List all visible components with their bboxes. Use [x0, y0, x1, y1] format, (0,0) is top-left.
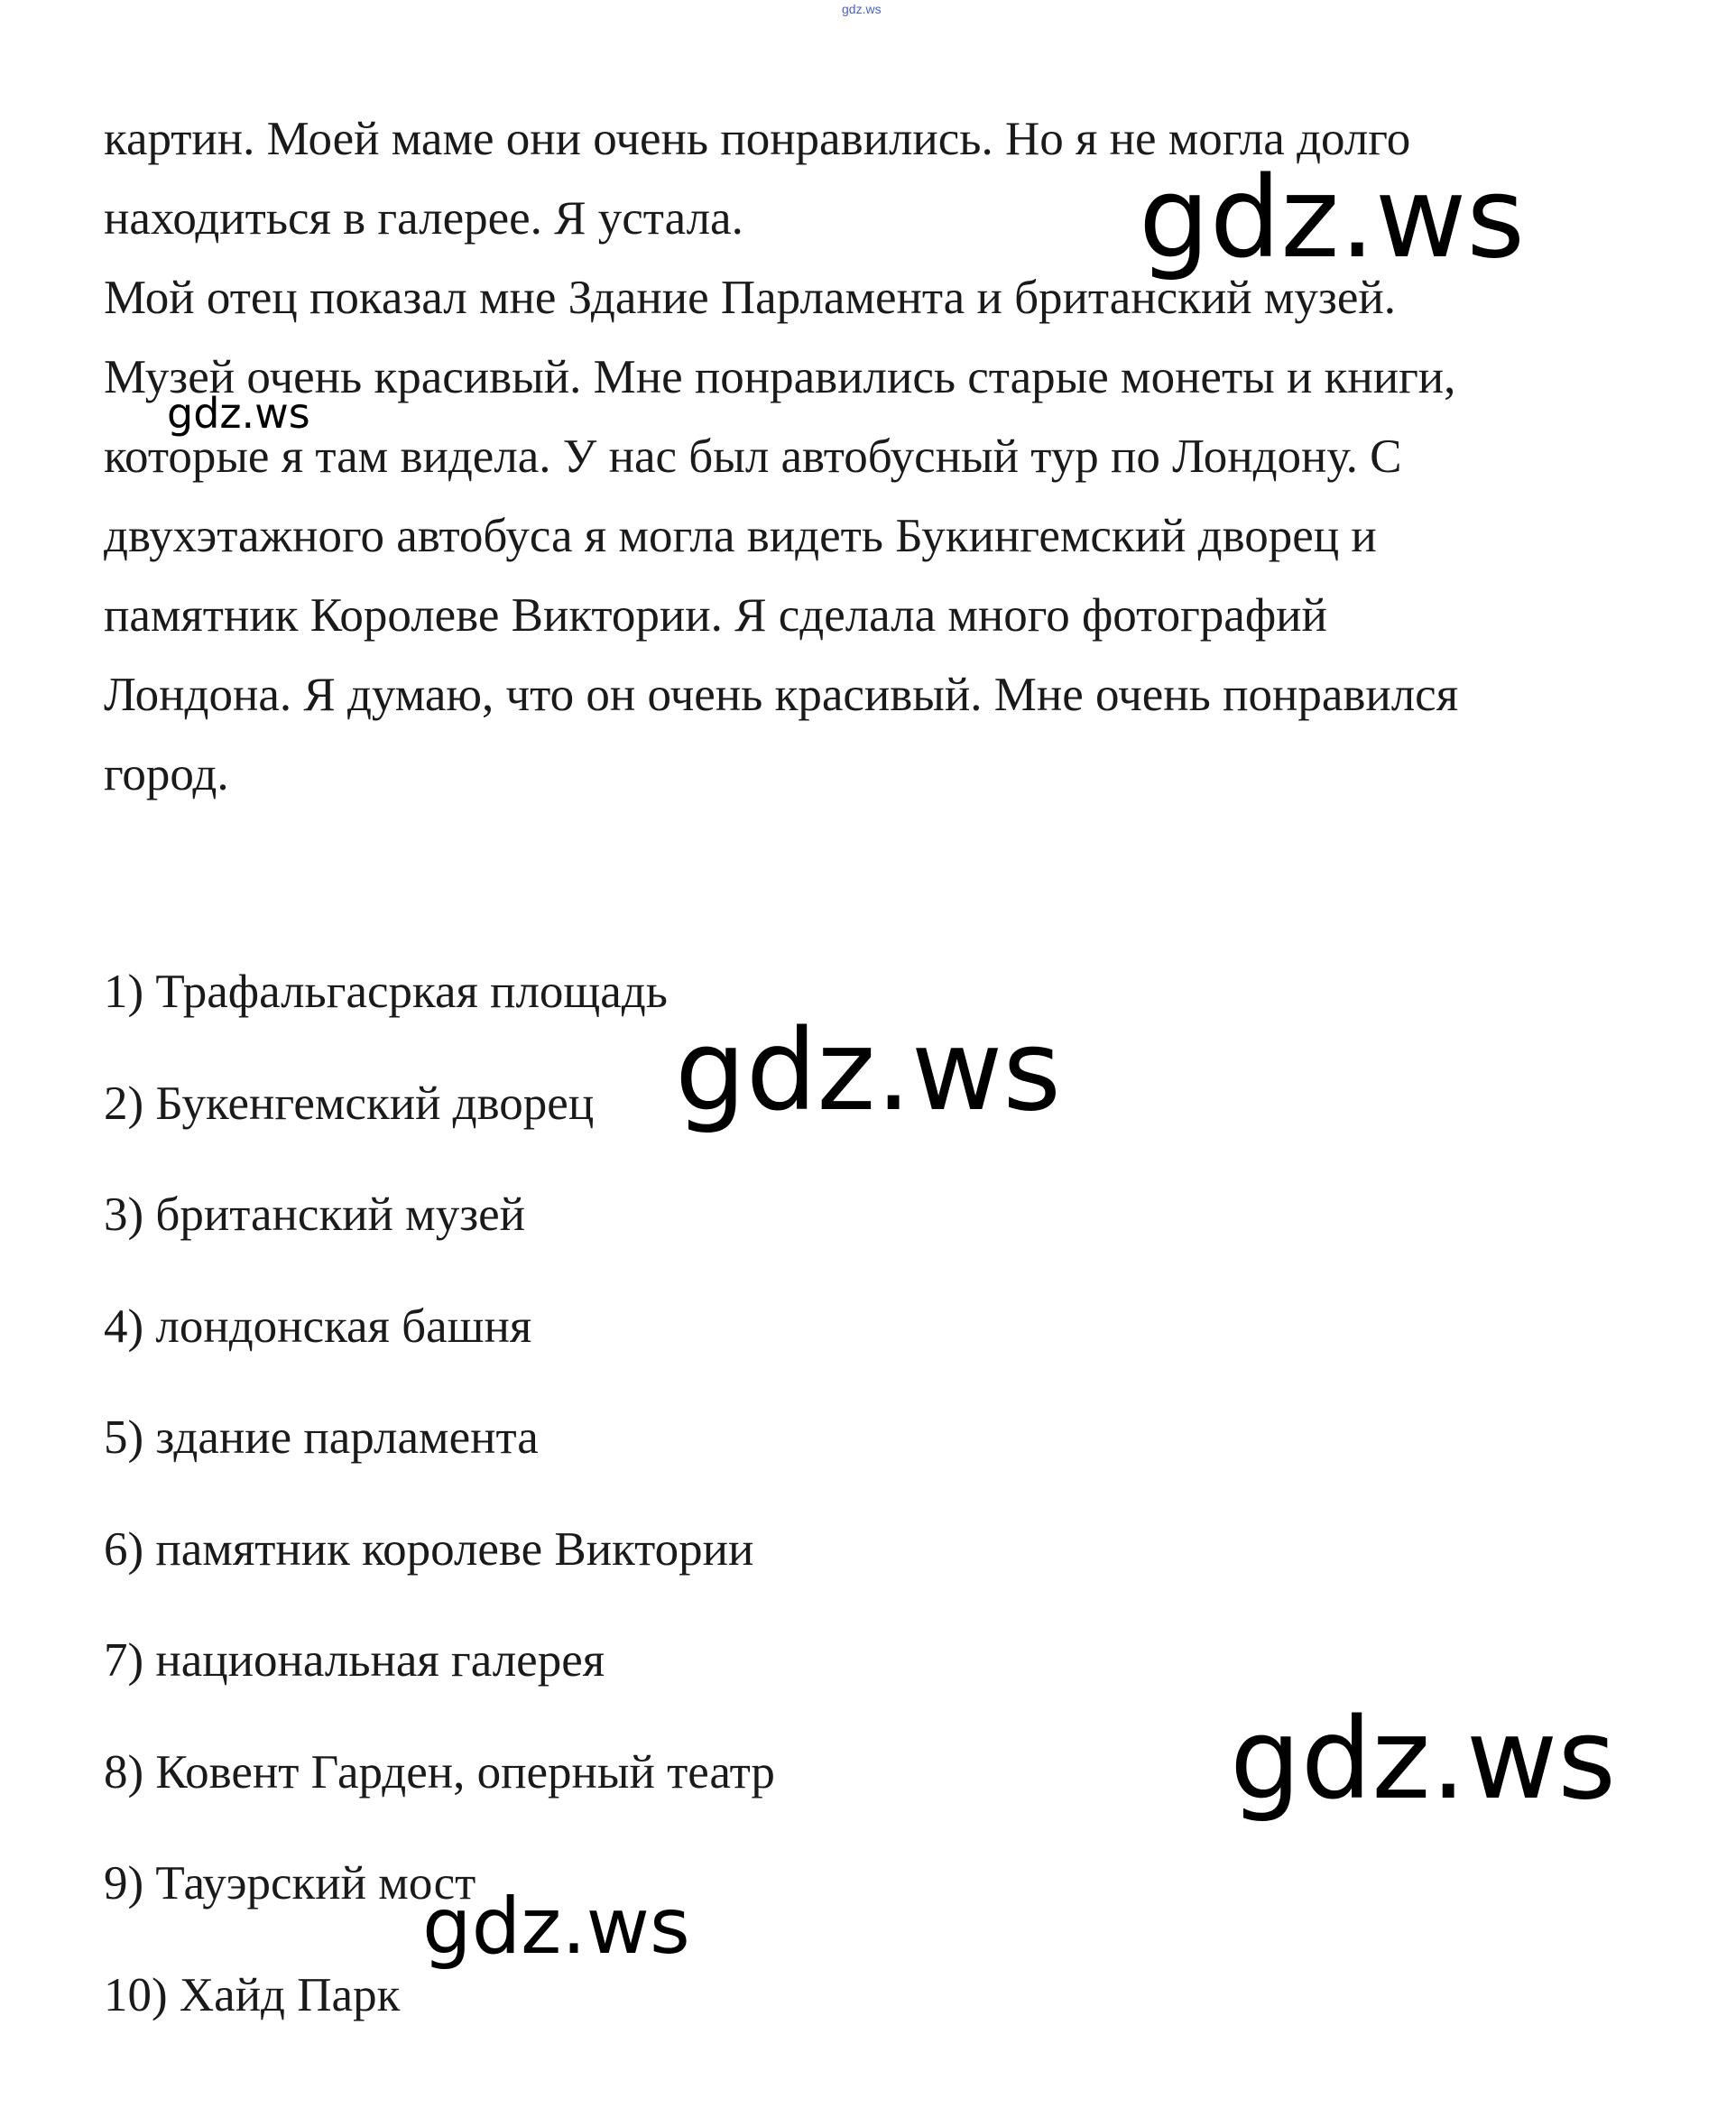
paragraph-line: двухэтажного автобуса я могла видеть Букингемский дворец и [104, 510, 1377, 562]
paragraph-line: картин. Моей маме они очень понравились. Но я не могла долго [104, 113, 1411, 165]
top-watermark-link: gdz.ws [842, 2, 882, 16]
watermark: gdz.ws [1139, 153, 1525, 283]
watermark: gdz.ws [675, 1006, 1061, 1136]
list-item: 2) Букенгемский дворец [104, 1077, 595, 1130]
list-item: 3) британский музей [104, 1188, 526, 1241]
list-item: 7) национальная галерея [104, 1634, 605, 1687]
watermark: gdz.ws [1230, 1695, 1616, 1825]
paragraph-line: Лондона. Я думаю, что он очень красивый. Мне очень понравился [104, 669, 1459, 721]
list-item: 10) Хайд Парк [104, 1968, 401, 2021]
paragraph-line: памятник Королеве Виктории. Я сделала много фотографий [104, 589, 1327, 642]
watermark: gdz.ws [422, 1882, 690, 1972]
list-item: 1) Трафальгасркая площадь [104, 966, 668, 1018]
paragraph-line: город. [104, 748, 229, 800]
paragraph-line: которые я там видела. У нас был автобусный тур по Лондону. С [104, 430, 1402, 483]
paragraph-line: находиться в галерее. Я устала. [104, 192, 743, 245]
watermark: gdz.ws [167, 389, 310, 438]
list-item: 6) памятник королеве Виктории [104, 1522, 754, 1576]
list-item: 5) здание парламента [104, 1411, 539, 1464]
list-item: 9) Тауэрский мост [104, 1857, 476, 1910]
paragraph-line: Музей очень красивый. Мне понравились старые монеты и книги, [104, 351, 1456, 403]
list-item: 4) лондонская башня [104, 1299, 532, 1353]
list-item: 8) Ковент Гарден, оперный театр [104, 1745, 775, 1799]
paragraph-line: Мой отец показал мне Здание Парламента и британский музей. [104, 272, 1396, 324]
